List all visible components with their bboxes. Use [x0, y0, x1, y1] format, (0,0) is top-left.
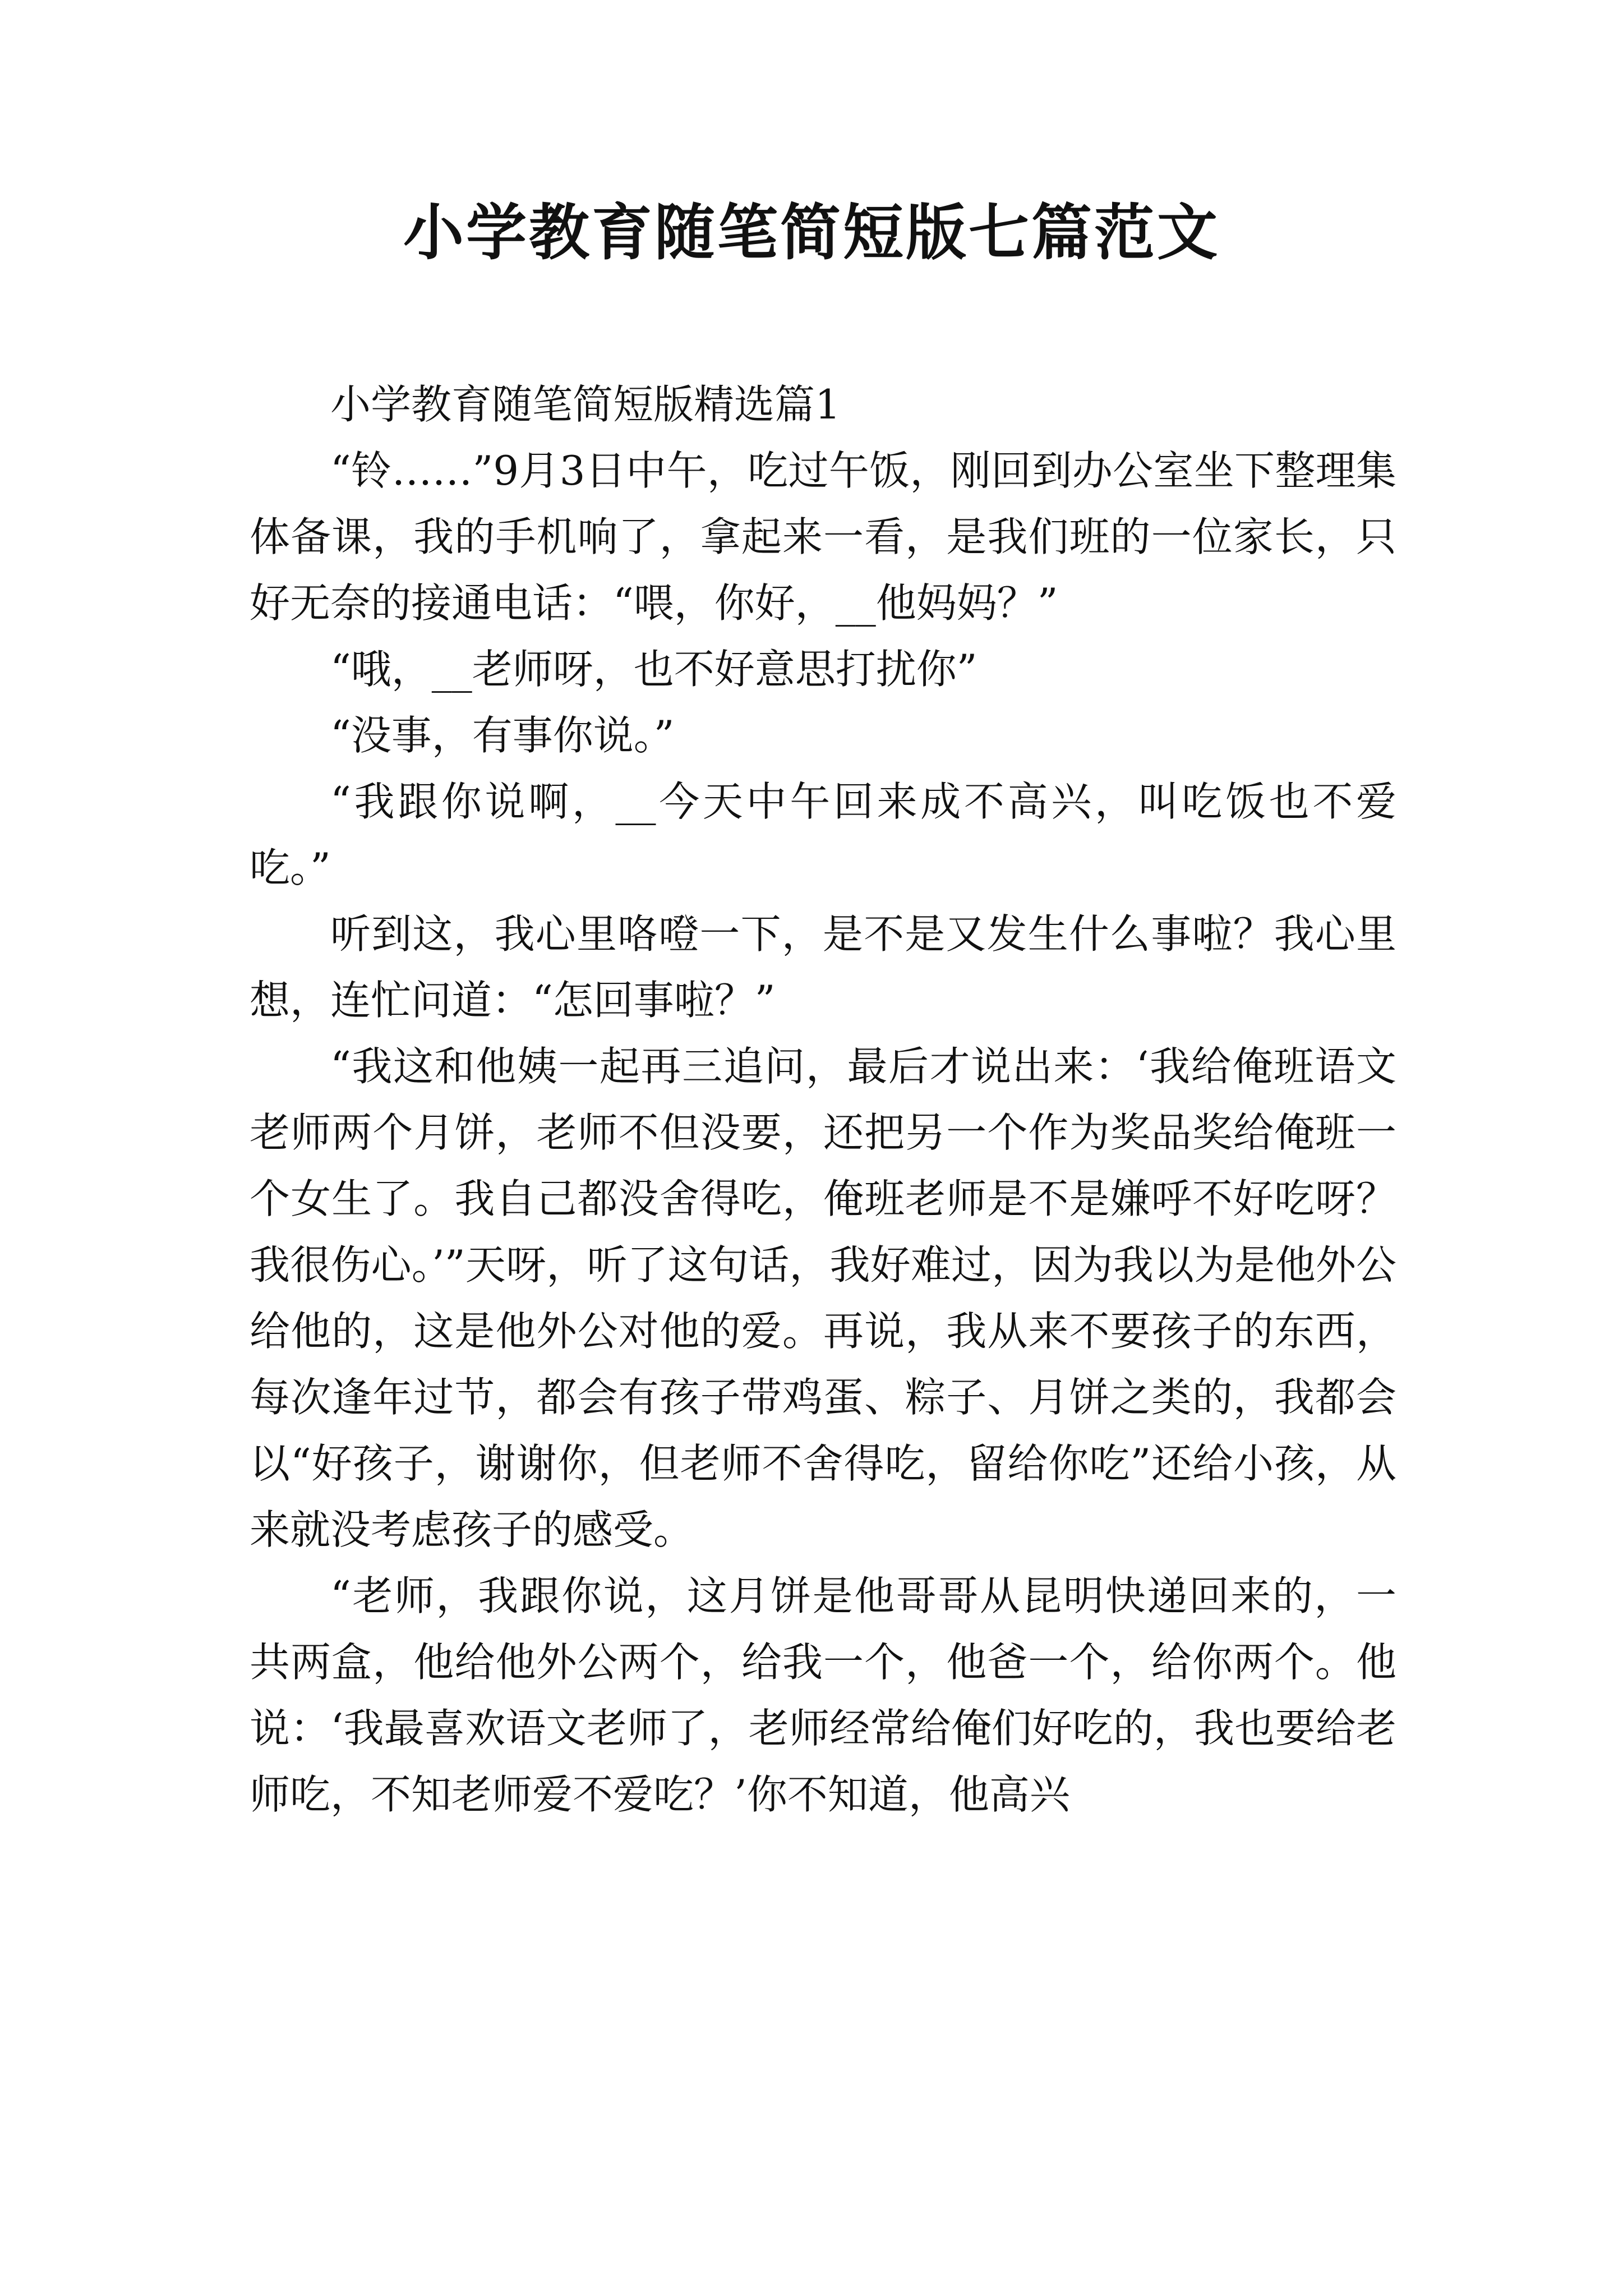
- paragraph: “老师，我跟你说，这月饼是他哥哥从昆明快递回来的，一共两盒，他给他外公两个，给我一个，他爸一个，给你两个。他说：‘我最喜欢语文老师了，老师经常给俺们好吃的，我也要给老师吃，不知老师爱不爱吃？’你不知道，他高兴: [250, 1572, 1396, 1818]
- document-title: 小学教育随笔简短版七篇范文: [403, 197, 1220, 268]
- section-heading: 小学教育随笔简短版精选篇1: [330, 381, 841, 428]
- paragraph: “没事，有事你说。”: [330, 712, 675, 759]
- paragraph: “哦，__老师呀，也不好意思打扰你”: [330, 646, 978, 693]
- paragraph: 听到这，我心里咯噔一下，是不是又发生什么事啦？我心里想，连忙问道：“怎回事啦？”: [250, 910, 1396, 1024]
- paragraph: “铃……”9月3日中午，吃过午饭，刚回到办公室坐下整理集体备课，我的手机响了，拿起来一看，是我们班的一位家长，只好无奈的接通电话：“喂，你好，__他妈妈？”: [250, 447, 1396, 627]
- paragraph: “我跟你说啊，__今天中午回来成不高兴，叫吃饭也不爱吃。”: [250, 778, 1396, 891]
- document-body: [250, 371, 1396, 1828]
- paragraph: “我这和他姨一起再三追问，最后才说出来：‘我给俺班语文老师两个月饼，老师不但没要，还把另一个作为奖品奖给俺班一个女生了。我自己都没舍得吃，俺班老师是不是嫌呼不好吃呀？我很伤心。’”天呀，听了这句话，我好难过，因为我以为是他外公给他的，这是他外公对他的爱。再说，我从来不要孩子的东西，每次逢年过节，都会有孩子带鸡蛋、粽子、月饼之类的，我都会以“好孩子，谢谢你，但老师不舍得吃，留给你吃”还给小孩，从来就没考虑孩子的感受。: [250, 1043, 1396, 1553]
